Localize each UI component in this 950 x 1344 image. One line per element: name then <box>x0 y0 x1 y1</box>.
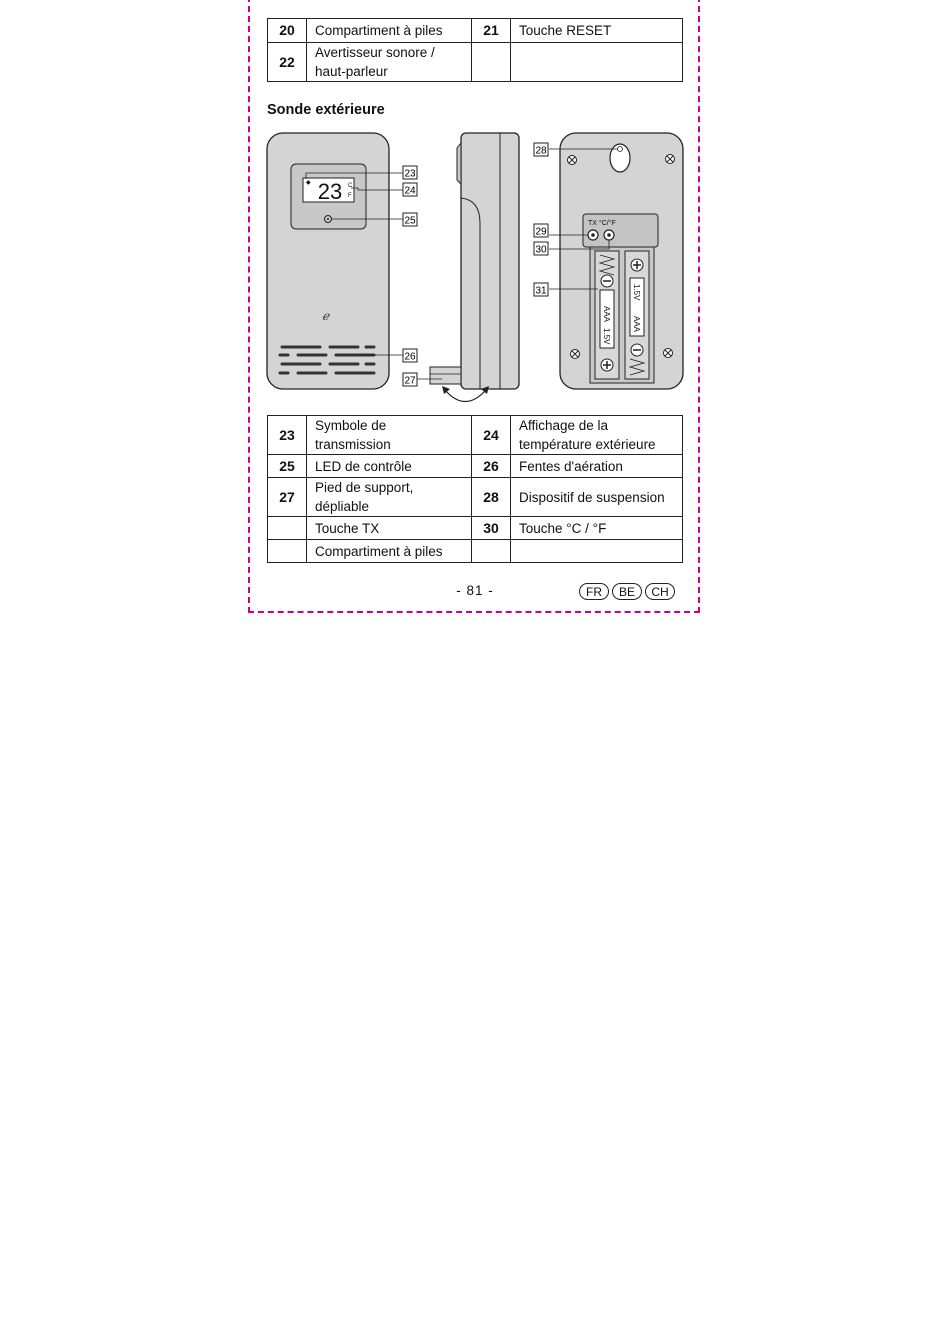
part-label: Avertisseur sonore / haut-parleur <box>307 43 472 82</box>
callout-23: 23 <box>404 168 416 180</box>
sensor-back-view <box>549 133 683 389</box>
sensor-front-view <box>267 133 403 389</box>
switch-label: TX °C/°F <box>588 220 616 227</box>
part-number: 28 <box>472 478 511 517</box>
part-number: 21 <box>472 19 511 43</box>
part-label: Touche °C / °F <box>511 517 683 540</box>
battery-type-2: AAA <box>632 316 641 333</box>
display-value: 23 <box>317 179 343 204</box>
outdoor-sensor-figure <box>262 128 688 410</box>
part-label: Touche RESET <box>511 19 683 43</box>
country-badge-ch: CH <box>645 583 675 600</box>
table-row <box>268 517 683 540</box>
parts-table-bottom <box>267 415 683 563</box>
part-label: Fentes d'aération <box>511 455 683 478</box>
page-number: - 81 - <box>456 583 494 598</box>
part-number: 22 <box>268 43 307 82</box>
part-number: 27 <box>268 478 307 517</box>
callout-28: 28 <box>535 145 547 157</box>
part-label: Dispositif de suspension <box>511 478 683 517</box>
part-label: Symbole de transmission <box>307 416 472 455</box>
part-label: Touche TX <box>307 517 472 540</box>
callout-24: 24 <box>404 185 416 197</box>
table-row <box>268 416 683 455</box>
table-row <box>268 43 683 82</box>
part-label <box>511 43 683 82</box>
part-number <box>268 517 307 540</box>
callout-29: 29 <box>535 226 547 238</box>
table-row <box>268 455 683 478</box>
part-number <box>268 540 307 563</box>
parts-table-top <box>267 18 683 82</box>
callout-25: 25 <box>404 215 416 227</box>
part-label: Compartiment à piles <box>307 540 472 563</box>
part-label <box>511 540 683 563</box>
part-number <box>472 43 511 82</box>
part-number: 30 <box>472 517 511 540</box>
callout-26: 26 <box>404 351 416 363</box>
part-number: 25 <box>268 455 307 478</box>
part-number <box>472 540 511 563</box>
unit-f: F <box>348 193 352 199</box>
transmission-icon: ◆ <box>306 180 311 186</box>
part-number: 23 <box>268 416 307 455</box>
part-label: Pied de support, dépliable <box>307 478 472 517</box>
part-number: 24 <box>472 416 511 455</box>
part-label: Compartiment à piles <box>307 19 472 43</box>
brand-logo-icon: ℯ <box>322 309 330 323</box>
battery-type: AAA <box>602 306 611 323</box>
callout-31: 31 <box>535 285 547 297</box>
sensor-side-view <box>417 133 519 402</box>
part-number: 26 <box>472 455 511 478</box>
part-number: 20 <box>268 19 307 43</box>
table-row <box>268 19 683 43</box>
rotate-arrow-icon <box>445 390 486 402</box>
country-badge-be: BE <box>612 583 642 600</box>
part-label: Affichage de la température extérieure <box>511 416 683 455</box>
table-row <box>268 478 683 517</box>
callout-30: 30 <box>535 244 547 256</box>
unit-c: C <box>348 183 353 189</box>
part-label: LED de contrôle <box>307 455 472 478</box>
battery-voltage: 1.5V <box>602 328 611 345</box>
country-badges <box>579 583 675 600</box>
country-badge-fr: FR <box>579 583 609 600</box>
battery-voltage-2: 1.5V <box>632 284 641 301</box>
section-heading: Sonde extérieure <box>267 102 385 118</box>
hanging-hole <box>610 144 630 172</box>
callout-27: 27 <box>404 375 416 387</box>
table-row <box>268 540 683 563</box>
